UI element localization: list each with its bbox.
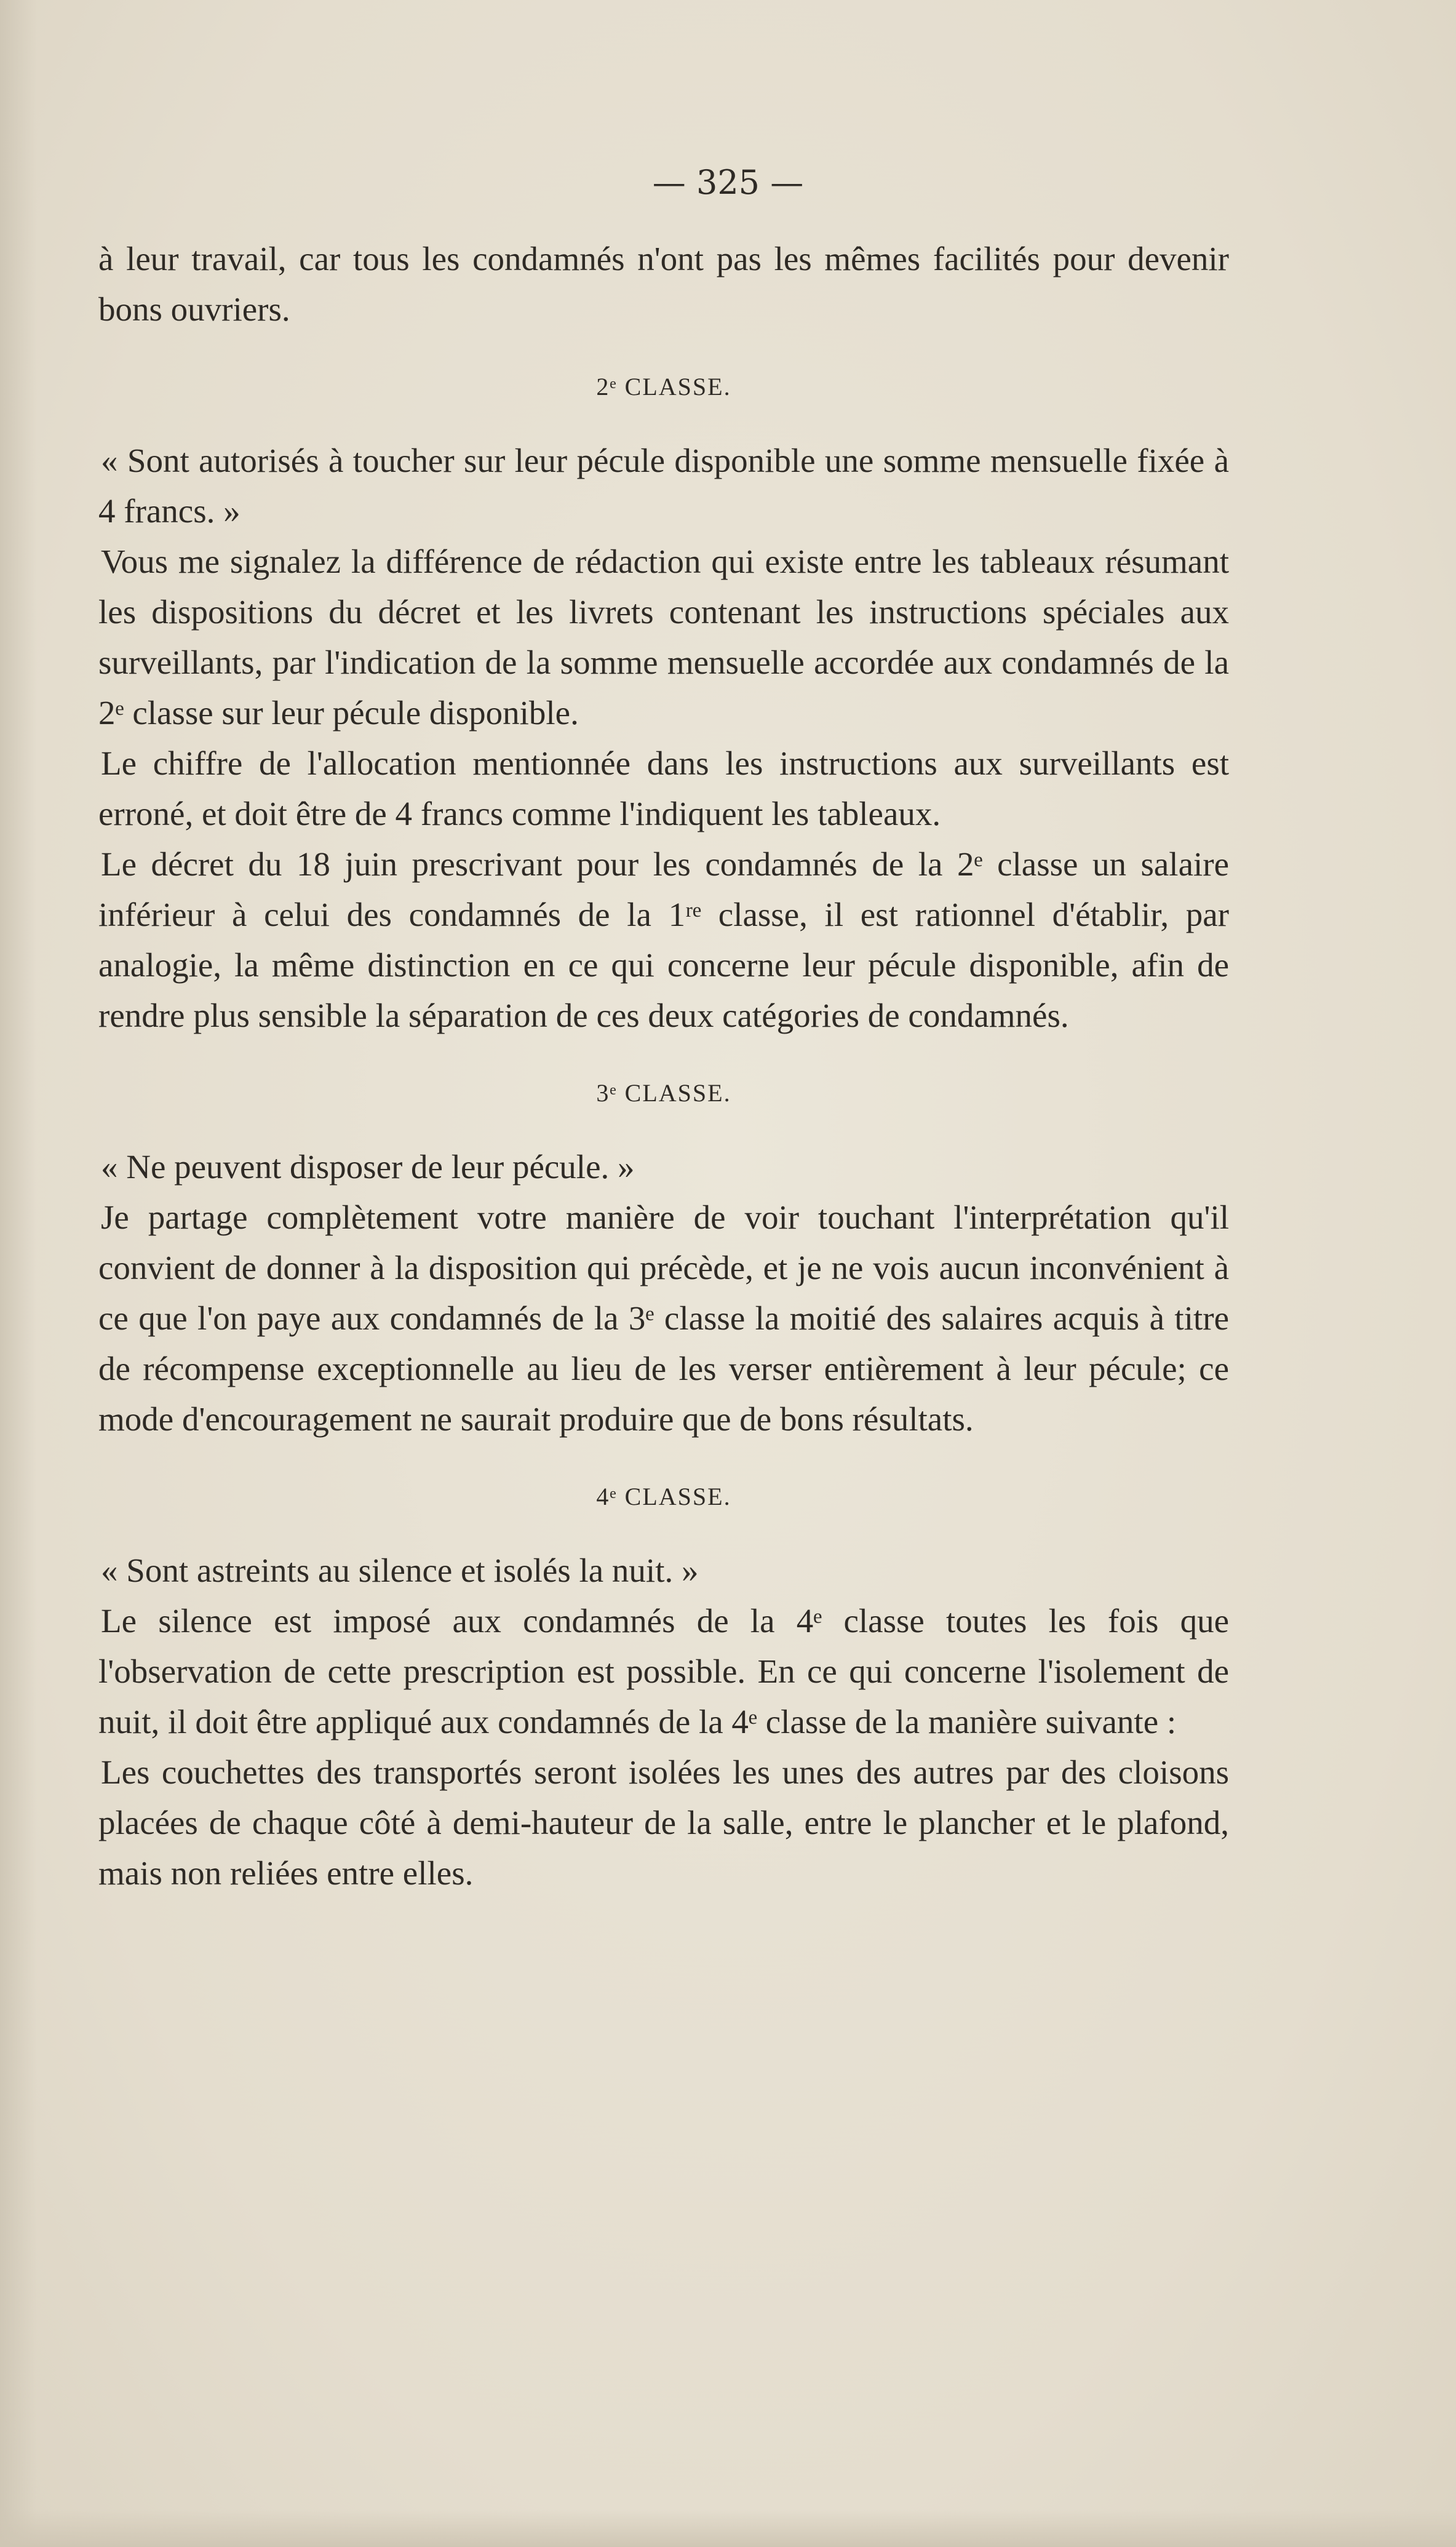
paragraph-classe4-3: Les couchettes des transportés seront isolées les unes des autres par des cloisons placées de chaque côté à demi-hauteur de la salle, entre le plancher et le plafond, mais non reliées entre elles. (98, 1753, 1229, 1892)
heading-classe-4: 4ᵉ CLASSE. (596, 1483, 731, 1510)
paragraph-classe3-1: « Ne peuvent disposer de leur pécule. » (101, 1148, 635, 1186)
heading-classe-3: 3ᵉ CLASSE. (596, 1079, 731, 1107)
paragraph-classe2-4: Le décret du 18 juin prescrivant pour les condamnés de la 2ᵉ classe un salaire inférieur à celui des condamnés de la 1ʳᵉ classe, il est rationnel d'établir, par analogie, la même distinction en ce qui concerne leur pécule disponible, afin de rendre plus sensible la séparation de ces deux catégories de condamnés. (98, 845, 1229, 1034)
page-number: — 325 — (652, 163, 804, 202)
page-bottom-shadow (0, 2510, 1456, 2547)
paragraph-classe2-2: Vous me signalez la différence de rédaction qui existe entre les tableaux résumant les dispositions du décret et les livrets contenant les instructions spéciales aux surveillants, par l'indication de la somme mensuelle accordée aux condamnés de la 2ᵉ classe sur leur pécule disponible. (98, 543, 1229, 731)
heading-classe-2: 2ᵉ CLASSE. (596, 373, 731, 401)
paragraph-classe2-3: Le chiffre de l'allocation mentionnée dans les instructions aux surveillants est erroné, et doit être de 4 francs comme l'indiquent les tableaux. (98, 744, 1229, 832)
paragraph-classe2-1: « Sont autorisés à toucher sur leur pécule disponible une somme mensuelle fixée à 4 francs. » (98, 442, 1229, 530)
paragraph-classe4-1: « Sont astreints au silence et isolés la nuit. » (101, 1552, 699, 1589)
page-left-shadow (0, 0, 37, 2547)
body-text (98, 234, 1229, 1899)
paragraph-classe3-2: Je partage complètement votre manière de voir touchant l'interprétation qu'il convient de donner à la disposition qui précède, et je ne vois aucun inconvénient à ce que l'on paye aux condamnés de la 3ᵉ classe la moitié des salaires acquis à titre de récompense exceptionnelle au lieu de les verser entièrement à leur pécule; ce mode d'encouragement ne saurait produire que de bons résultats. (98, 1198, 1229, 1438)
paragraph-classe4-2: Le silence est imposé aux condamnés de la 4ᵉ classe toutes les fois que l'observation de cette prescription est possible. En ce qui concerne l'isolement de nuit, il doit être appliqué aux condamnés de la 4ᵉ classe de la manière suivante : (98, 1602, 1229, 1740)
paragraph-intro-1: à leur travail, car tous les condamnés n'ont pas les mêmes facilités pour devenir bons ouvriers. (98, 240, 1229, 328)
